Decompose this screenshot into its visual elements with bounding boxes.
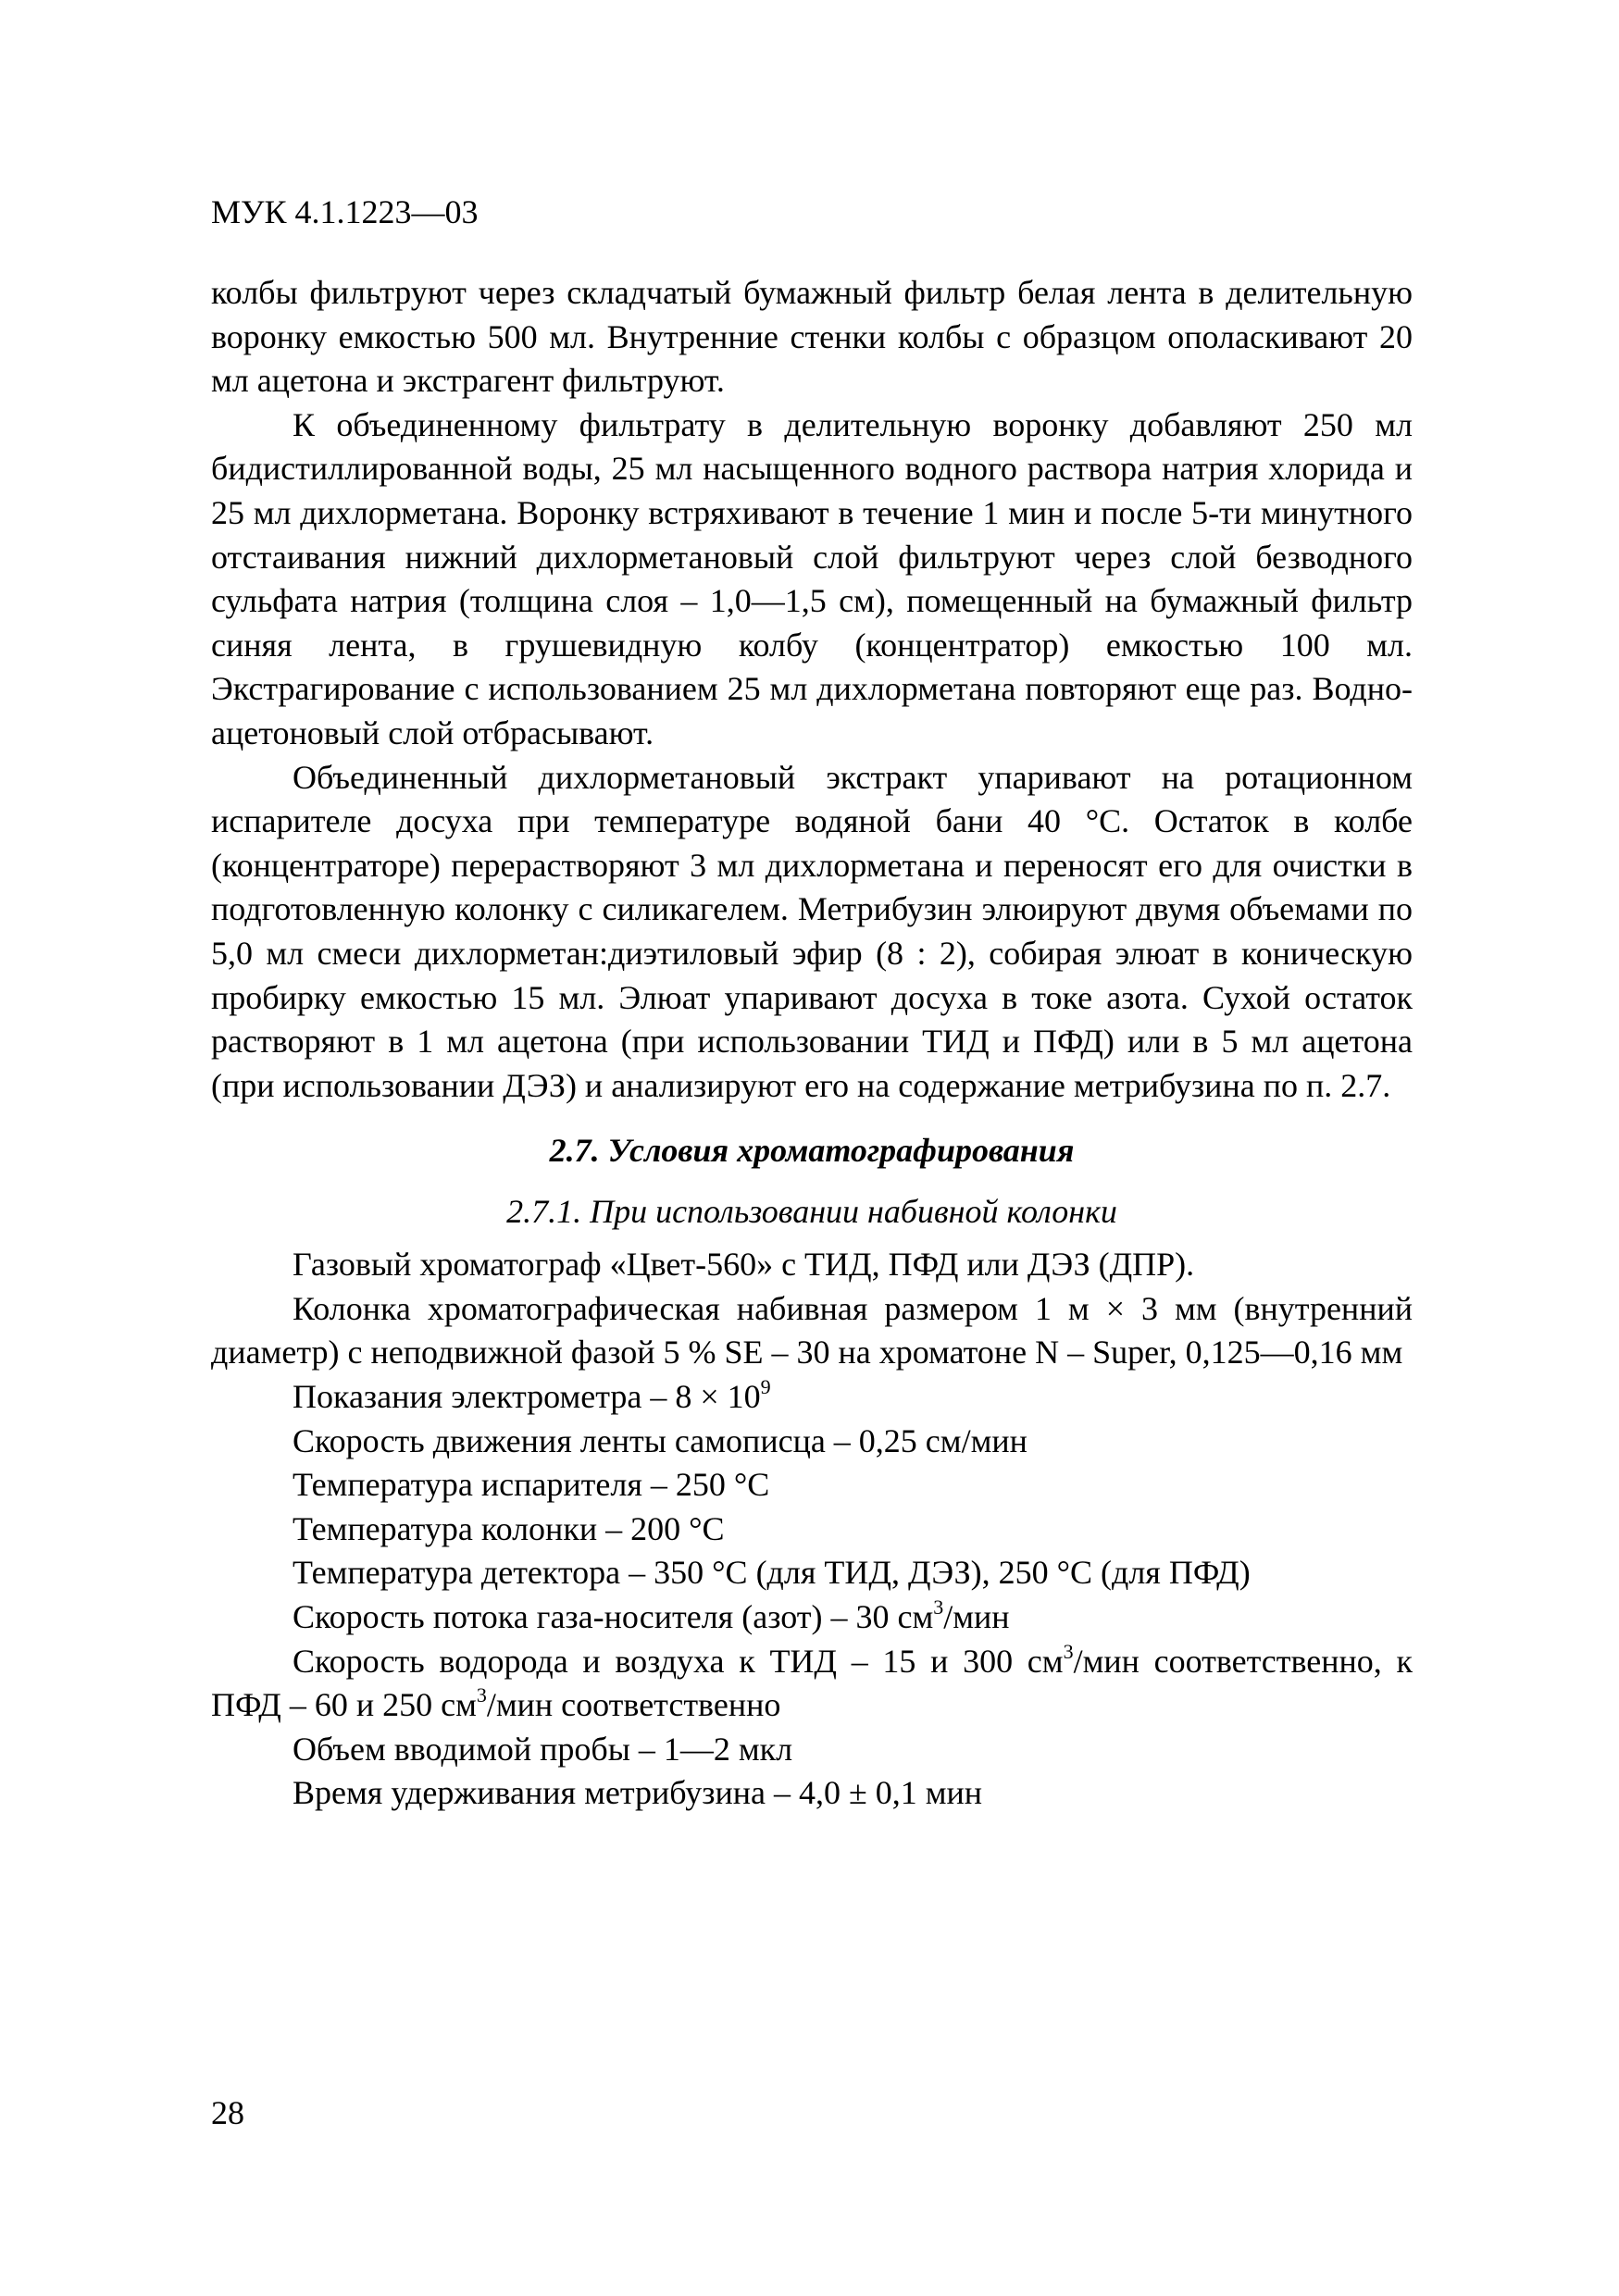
section-heading: 2.7. Условия хроматографирования	[549, 1132, 1075, 1170]
subsection-heading: 2.7.1. При использовании набивной колонки	[506, 1193, 1117, 1231]
hydrogen-air-exponent-1: 3	[1063, 1639, 1074, 1663]
hydrogen-air-line	[211, 1639, 1421, 1728]
recorder-speed-line: Скорость движения ленты самописца – 0,25 см/мин	[293, 1421, 1027, 1459]
carrier-flow-exponent: 3	[933, 1595, 944, 1620]
paragraph-extraction: К объединенному фильтрату в делительную воронку добавляют 250 мл бидистиллированной воды, 25 мл насыщенного водного раствора натрия хлорида и 25 мл дихлорметана. Воронку встряхивают в течение 1 мин и после 5-ти минутного отстаивания нижний дихлорметановый слой фильтруют через слой безводного сульфата натрия (толщина слоя – 1,0—1,5 см), помещенный на бумажный фильтр синяя лента, в грушевидную колбу (концентратор) емкостью 100 мл. Экстрагирование с использованием 25 мл дихлорметана повторяют еще раз. Водно-ацетоновый слой отбрасывают.	[211, 405, 1413, 751]
hydrogen-air-text: Скорость водорода и воздуха к ТИД – 15 и 300 см	[293, 1642, 1064, 1680]
column-temp-line: Температура колонки – 200 °C	[293, 1509, 725, 1547]
hydrogen-air-text-2: /мин соответственно, к ПФД – 60 и 250 см	[211, 1642, 1421, 1724]
paragraph-purification: Объединенный дихлорметановый экстракт упаривают на ротационном испарителе досуха при температуре водяной бани 40 °C. Остаток в колбе (концентраторе) перерастворяют 3 мл дихлорметана и переносят его для очистки в подготовленную колонку с силикагелем. Метрибузин элюируют двумя объемами по 5,0 мл смеси дихлорметан:диэтиловый эфир (8 : 2), собирая элюат в коническую пробирку емкостью 15 мл. Элюат упаривают досуха в токе азота. Сухой остаток растворяют в 1 мл ацетона (при использовании ТИД и ПФД) или в 5 мл ацетона (при использовании ДЭЗ) и анализируют его на содержание метрибузина по п. 2.7.	[211, 758, 1413, 1104]
hydrogen-air-exponent-2: 3	[476, 1683, 487, 1707]
carrier-flow-text: Скорость потока газа-носителя (азот) – 30 см	[293, 1598, 934, 1636]
paragraph-filtration: колбы фильтруют через складчатый бумажный фильтр белая лента в делительную воронку емкостью 500 мл. Внутренние стенки колбы с образцом ополаскивают 20 мл ацетона и экстрагент фильтруют.	[211, 274, 1413, 400]
retention-time-line: Время удерживания метрибузина – 4,0 ± 0,1 мин	[293, 1774, 983, 1812]
electrometer-line	[211, 1375, 1413, 1420]
evaporator-temp-line: Температура испарителя – 250 °C	[293, 1466, 770, 1504]
sample-volume-line: Объем вводимой пробы – 1—2 мкл	[293, 1730, 793, 1768]
document-body	[211, 271, 1421, 1816]
hydrogen-air-text-3: /мин соответственно	[486, 1686, 781, 1724]
chromatograph-line: Газовый хроматограф «Цвет-560» с ТИД, ПФД или ДЭЗ (ДПР).	[293, 1246, 1195, 1284]
carrier-flow-line	[211, 1595, 1413, 1640]
page-number: 28	[211, 2094, 244, 2131]
carrier-flow-unit: /мин	[943, 1598, 1010, 1636]
column-line: Колонка хроматографическая набивная размером 1 м × 3 мм (внутренний диаметр) с неподвижной фазой 5 % SE – 30 на хроматоне N – Super, 0,125—0,16 мм	[211, 1289, 1413, 1371]
detector-temp-line: Температура детектора – 350 °C (для ТИД, ДЭЗ), 250 °C (для ПФД)	[293, 1554, 1251, 1592]
document-code-header: МУК 4.1.1223—03	[211, 193, 479, 230]
electrometer-text: Показания электрометра – 8 × 10	[293, 1378, 761, 1416]
electrometer-exponent: 9	[760, 1375, 771, 1399]
